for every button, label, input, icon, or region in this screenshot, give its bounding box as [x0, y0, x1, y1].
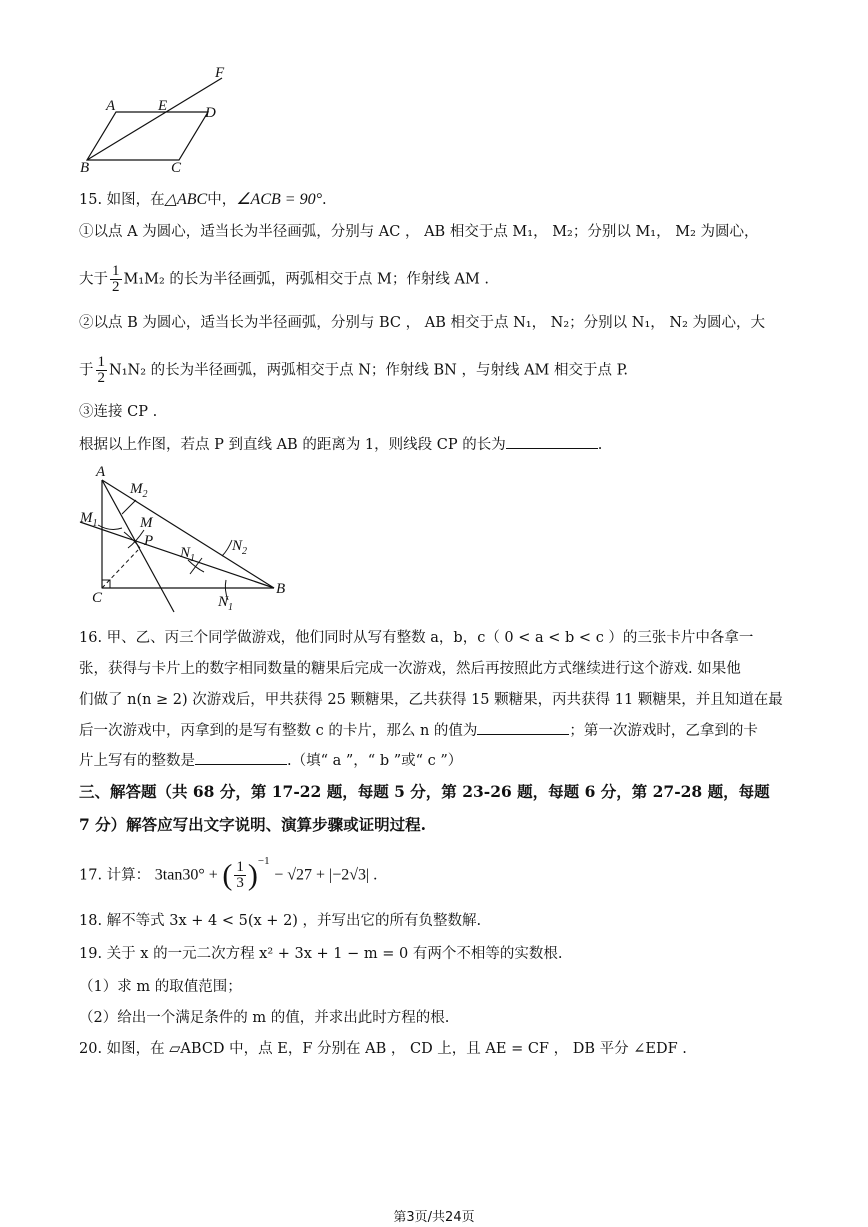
section3-heading-line1: 三、解答题（共 68 分，第 17-22 题，每题 5 分，第 23-26 题，每题 6 分，第 27-28 题，每题 — [79, 782, 770, 801]
label-M: M — [140, 515, 153, 531]
q15-step1b: 大于 $\frac{1}{2}$ M₁M₂ 的长为半径画弧，两弧相交于点 M；作射线 AM . — [79, 263, 490, 295]
q19-line3: （2）给出一个满足条件的 m 的值，并求出此时方程的根. — [79, 1010, 450, 1026]
label-C: C — [92, 590, 103, 606]
fraction-half: $\frac{1}{2}$ — [112, 263, 120, 295]
q16-line2: 张，获得与卡片上的数字相同数量的糖果后完成一次游戏，然后再按照此方式继续进行这个游戏. 如果他 — [79, 661, 741, 677]
q15-step3: ③连接 CP . — [79, 404, 158, 420]
side-ab — [102, 480, 274, 588]
q20: 20. 如图，在 ▱ABCD 中，点 E，F 分别在 AB ， CD 上，且 AE = CF ， DB 平分 ∠EDF . — [79, 1041, 687, 1057]
q15-question: 根据以上作图，若点 P 到直线 AB 的距离为 1，则线段 CP 的长为 . — [79, 434, 602, 455]
arc-n2 — [222, 540, 232, 556]
q16-line1: 16. 甲、乙、丙三个同学做游戏，他们同时从写有整数 a，b，c（ 0 < a < b < c ）的三张卡片中各拿一 — [79, 630, 754, 646]
label-N1-bottom: $N_1$ — [218, 594, 234, 613]
label-F: F — [215, 65, 225, 81]
answer-blank-card[interactable] — [195, 750, 287, 765]
section3-heading-line2: 7 分）解答应写出文字说明、演算步骤或证明过程. — [79, 815, 427, 834]
parallelogram-shape — [87, 112, 208, 160]
label-P: P — [144, 533, 154, 549]
q16-line5: 片上写有的整数是 .（填“ a ”，“ b ”或“ c ”） — [79, 750, 462, 771]
answer-blank-n[interactable] — [477, 720, 569, 735]
label-A: A — [96, 464, 106, 480]
label-D: D — [205, 105, 216, 121]
q16-line3: 们做了 n(n ≥ 2) 次游戏后，甲共获得 25 颗糖果，乙共获得 15 颗糖果，丙共获得 11 颗糖果，并且知道在最 — [79, 692, 783, 708]
q19-line2: （1）求 m 的取值范围； — [79, 979, 242, 995]
q19-line1: 19. 关于 x 的一元二次方程 x² + 3x + 1 − m = 0 有两个不相等的实数根. — [79, 946, 563, 962]
page-footer: 第3页/共24页 — [393, 1210, 475, 1225]
segment-cp — [102, 550, 138, 588]
q16-line4: 后一次游戏中，丙拿到的是写有整数 c 的卡片，那么 n 的值为 ；第一次游戏时，乙拿到的卡 — [79, 720, 758, 741]
q17: 17. 计算： 3tan30° + ( $\frac{1}{3}$ )$^{-1}$ − √27 + |−2√3| . — [79, 854, 378, 892]
q15-line1: 15. 如图，在△ABC中，∠ACB = 90°. — [79, 191, 327, 208]
label-M1: $M_1$ — [80, 510, 98, 529]
fraction-half: $\frac{1}{2}$ — [97, 354, 105, 386]
q15-step2b: 于 $\frac{1}{2}$ N₁N₂ 的长为半径画弧，两弧相交于点 N；作射线 BN ，与射线 AM 相交于点 P. — [79, 354, 629, 386]
label-B: B — [276, 581, 286, 597]
label-A: A — [106, 98, 116, 114]
label-C: C — [171, 160, 182, 176]
label-M2: $M_2$ — [130, 481, 148, 500]
q18: 18. 解不等式 3x + 4 < 5(x + 2) ，并写出它的所有负整数解. — [79, 913, 482, 929]
label-B: B — [80, 160, 90, 176]
q15-step2a: ②以点 B 为圆心，适当长为半径画弧，分别与 BC ， AB 相交于点 N₁， N₂；分别以 N₁， N₂ 为圆心，大 — [79, 315, 765, 331]
label-N1: $N_1$ — [180, 545, 196, 564]
label-E: E — [158, 98, 168, 114]
answer-blank[interactable] — [506, 434, 598, 449]
q15-step1a: ①以点 A 为圆心，适当长为半径画弧，分别与 AC ， AB 相交于点 M₁， M₂；分别以 M₁， M₂ 为圆心， — [79, 224, 759, 240]
arc-m2 — [122, 500, 136, 514]
fraction-one-third: $\frac{1}{3}$ — [236, 859, 244, 891]
label-N2: $N_2$ — [232, 538, 248, 557]
segment-bf — [87, 78, 222, 160]
